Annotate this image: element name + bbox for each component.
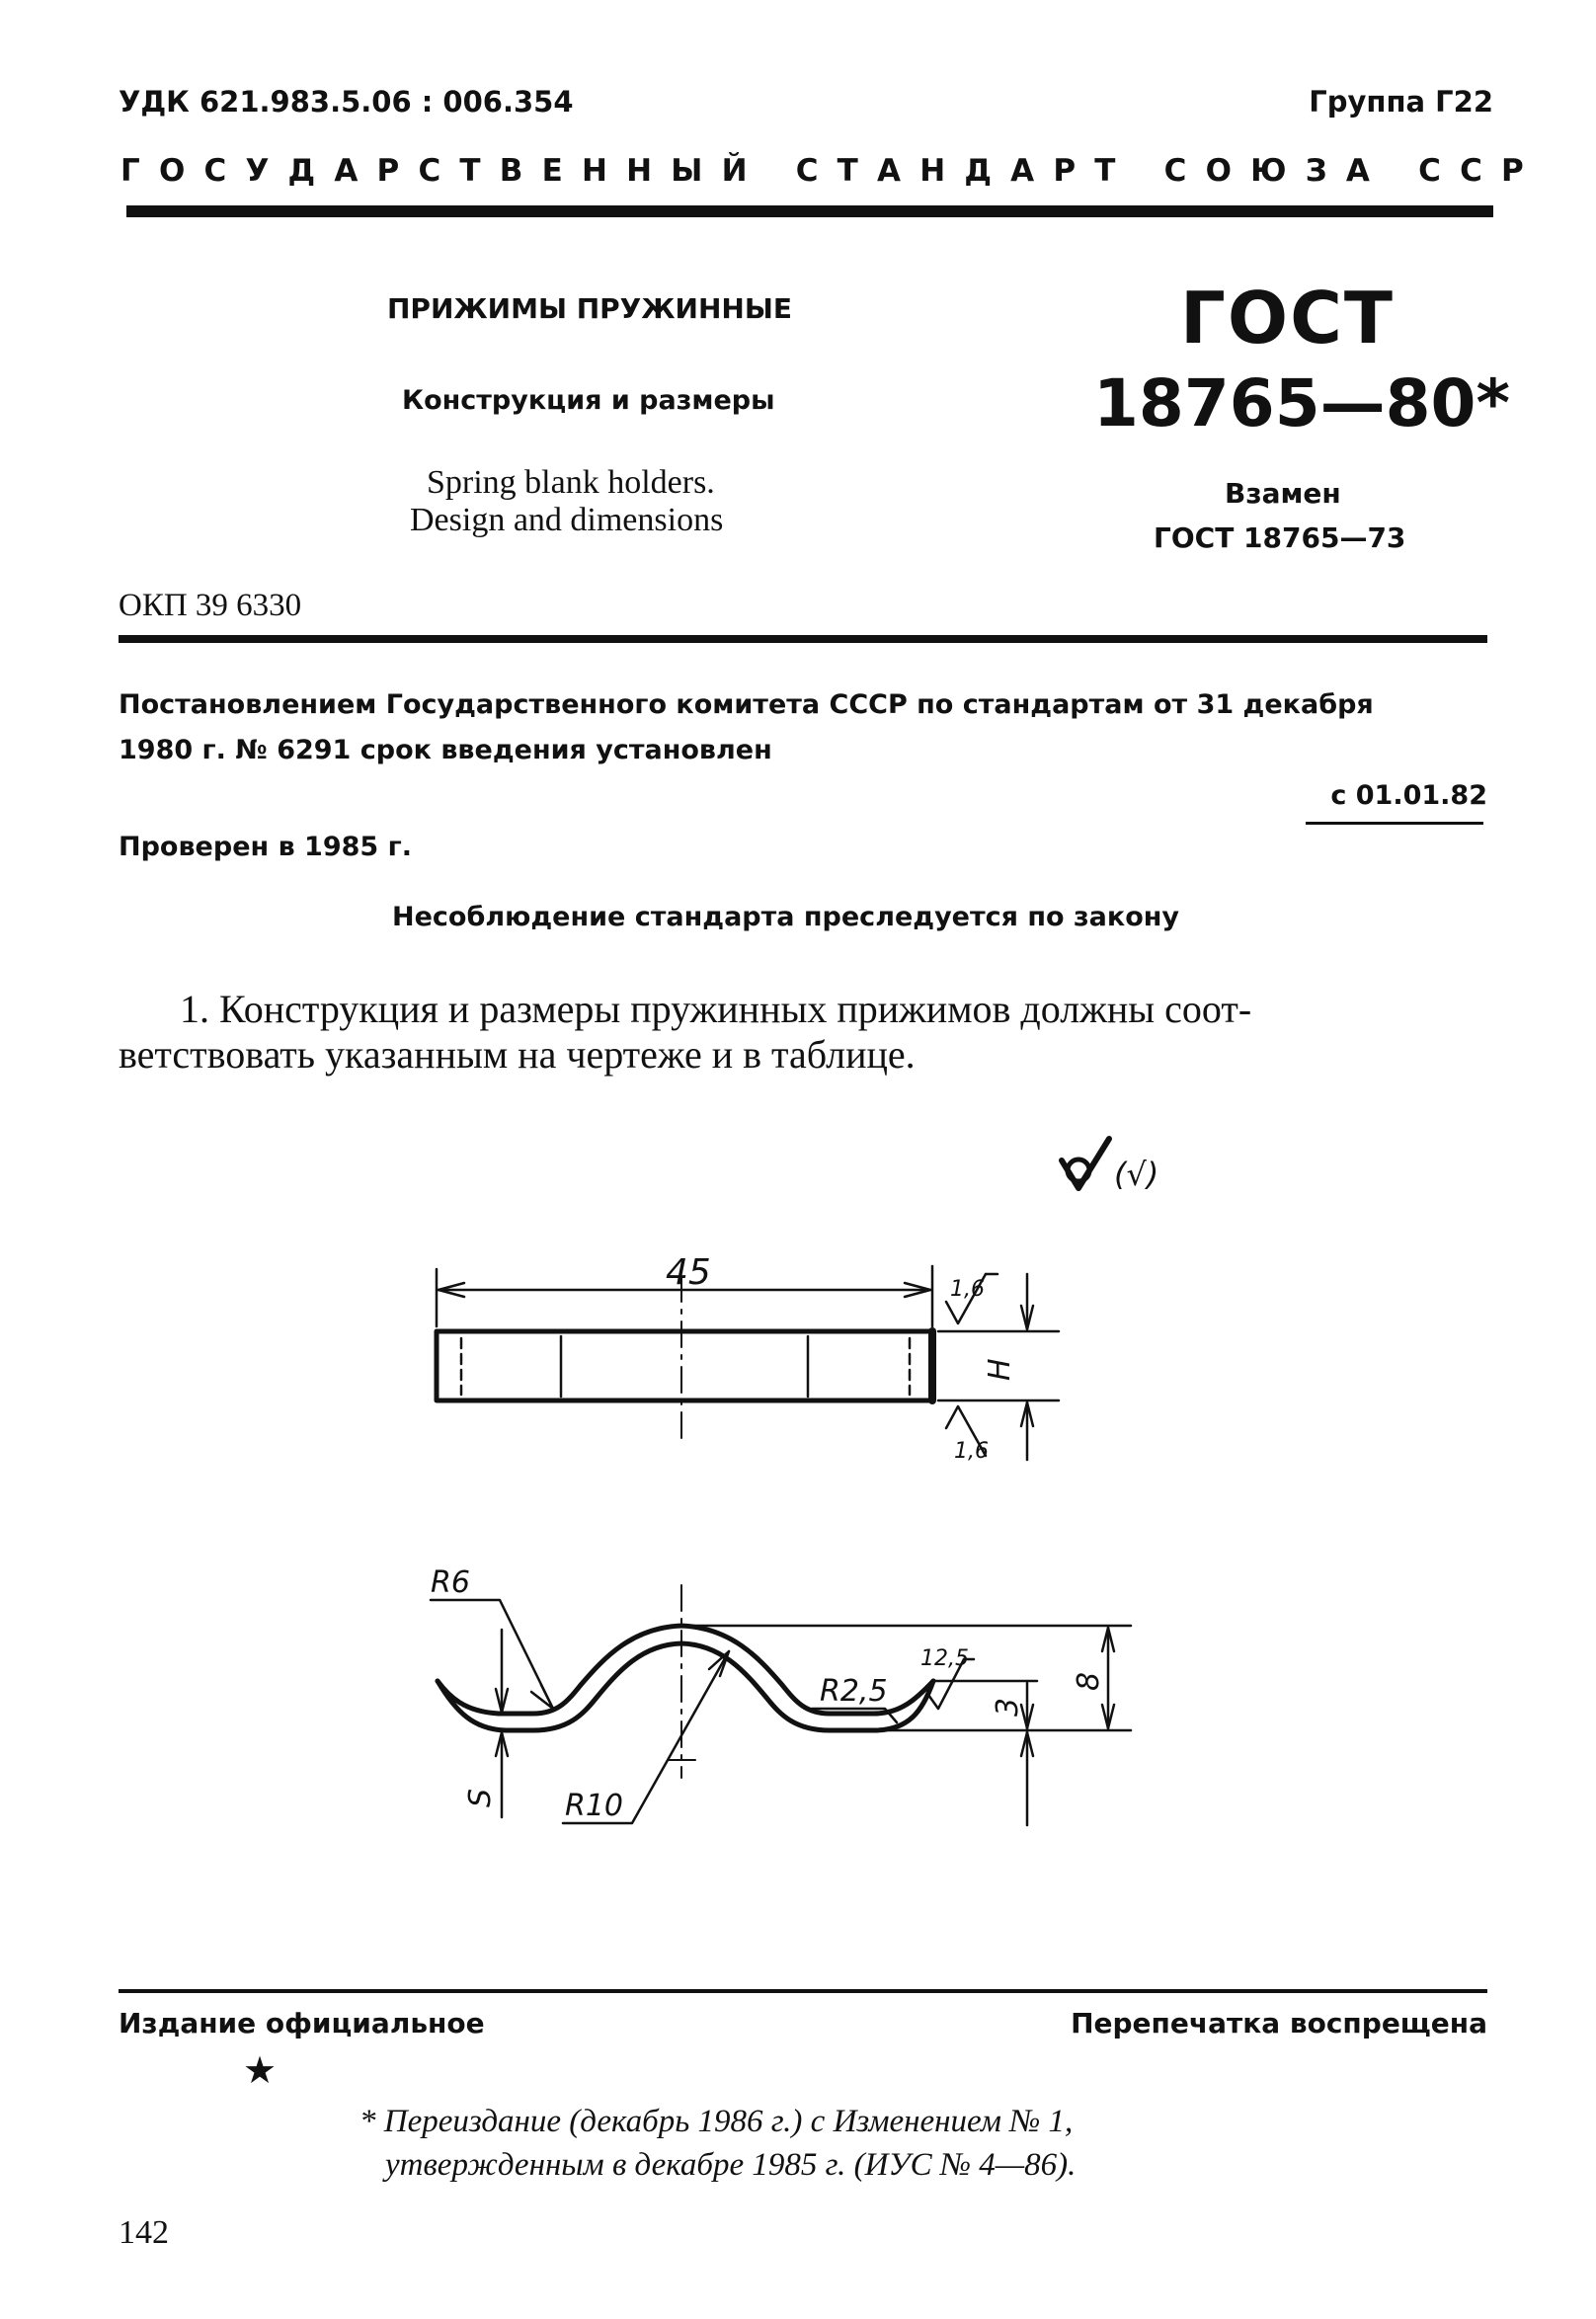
reprint-prohibited: Перепечатка воспрещена xyxy=(1071,2007,1487,2039)
reissue-note-line-1: * Переиздание (декабрь 1986 г.) с Изменением № 1, xyxy=(359,2104,1074,2139)
page-number: 142 xyxy=(119,2214,169,2251)
paragraph-1-line-1: 1. Конструкция и размеры пружинных прижимов должны соот- xyxy=(180,987,1252,1031)
udk-code: УДК 621.983.5.06 : 006.354 xyxy=(119,85,574,119)
top-view-hidden-lines xyxy=(461,1336,910,1397)
standard-title-ru: ПРИЖИМЫ ПРУЖИННЫЕ xyxy=(387,292,792,325)
r6-label: R6 xyxy=(431,1565,470,1600)
dim-h-label: H xyxy=(983,1358,1017,1381)
replaces-label: Взамен xyxy=(1225,477,1341,510)
gost-number: 18765—80* xyxy=(1093,365,1510,441)
state-standard-banner: ГОСУДАРСТВЕННЫЙ СТАНДАРТ СОЮЗА ССР xyxy=(120,153,1543,189)
group-code: Группа Г22 xyxy=(1309,85,1493,119)
decree-line-1: Постановлением Государственного комитета СССР по стандартам от 31 декабря xyxy=(119,689,1374,720)
standard-title-en-line2: Design and dimensions xyxy=(410,502,724,538)
official-edition: Издание официальное xyxy=(119,2007,485,2039)
replaces-value: ГОСТ 18765—73 xyxy=(1154,521,1406,554)
standard-subtitle-ru: Конструкция и размеры xyxy=(402,385,775,416)
roughness-general-label: (√) xyxy=(1114,1156,1159,1193)
dim-s-label: S xyxy=(463,1788,498,1807)
star-icon: ★ xyxy=(243,2048,278,2092)
dim-3-label: 3 xyxy=(991,1697,1025,1717)
r25-label: R2,5 xyxy=(820,1674,888,1709)
roughness-bottom-label: 1,6 xyxy=(954,1439,989,1464)
gost-label: ГОСТ xyxy=(1180,277,1396,360)
roughness-side-label: 12,5 xyxy=(920,1646,969,1671)
dim-45-label: 45 xyxy=(666,1252,711,1293)
reissue-note-line-2: утвержденным в декабре 1985 г. (ИУС № 4—86). xyxy=(385,2147,1077,2183)
footer-rule xyxy=(119,1989,1487,1993)
roughness-general-icon xyxy=(1062,1139,1109,1188)
r10-label: R10 xyxy=(565,1789,624,1823)
standard-title-en-line1: Spring blank holders. xyxy=(427,464,715,501)
checked-year: Проверен в 1985 г. xyxy=(119,832,412,862)
effective-date: с 01.01.82 xyxy=(1330,780,1487,811)
roughness-top-label: 1,6 xyxy=(950,1277,985,1302)
dim-8-label: 8 xyxy=(1072,1671,1106,1691)
okp-code: ОКП 39 6330 xyxy=(119,588,302,623)
decree-line-2: 1980 г. № 6291 срок введения установлен xyxy=(119,735,772,765)
law-notice: Несоблюдение стандарта преследуется по закону xyxy=(392,902,1180,932)
paragraph-1-line-2: ветствовать указанным на чертеже и в таблице. xyxy=(119,1032,916,1077)
top-view-outline xyxy=(437,1331,932,1400)
